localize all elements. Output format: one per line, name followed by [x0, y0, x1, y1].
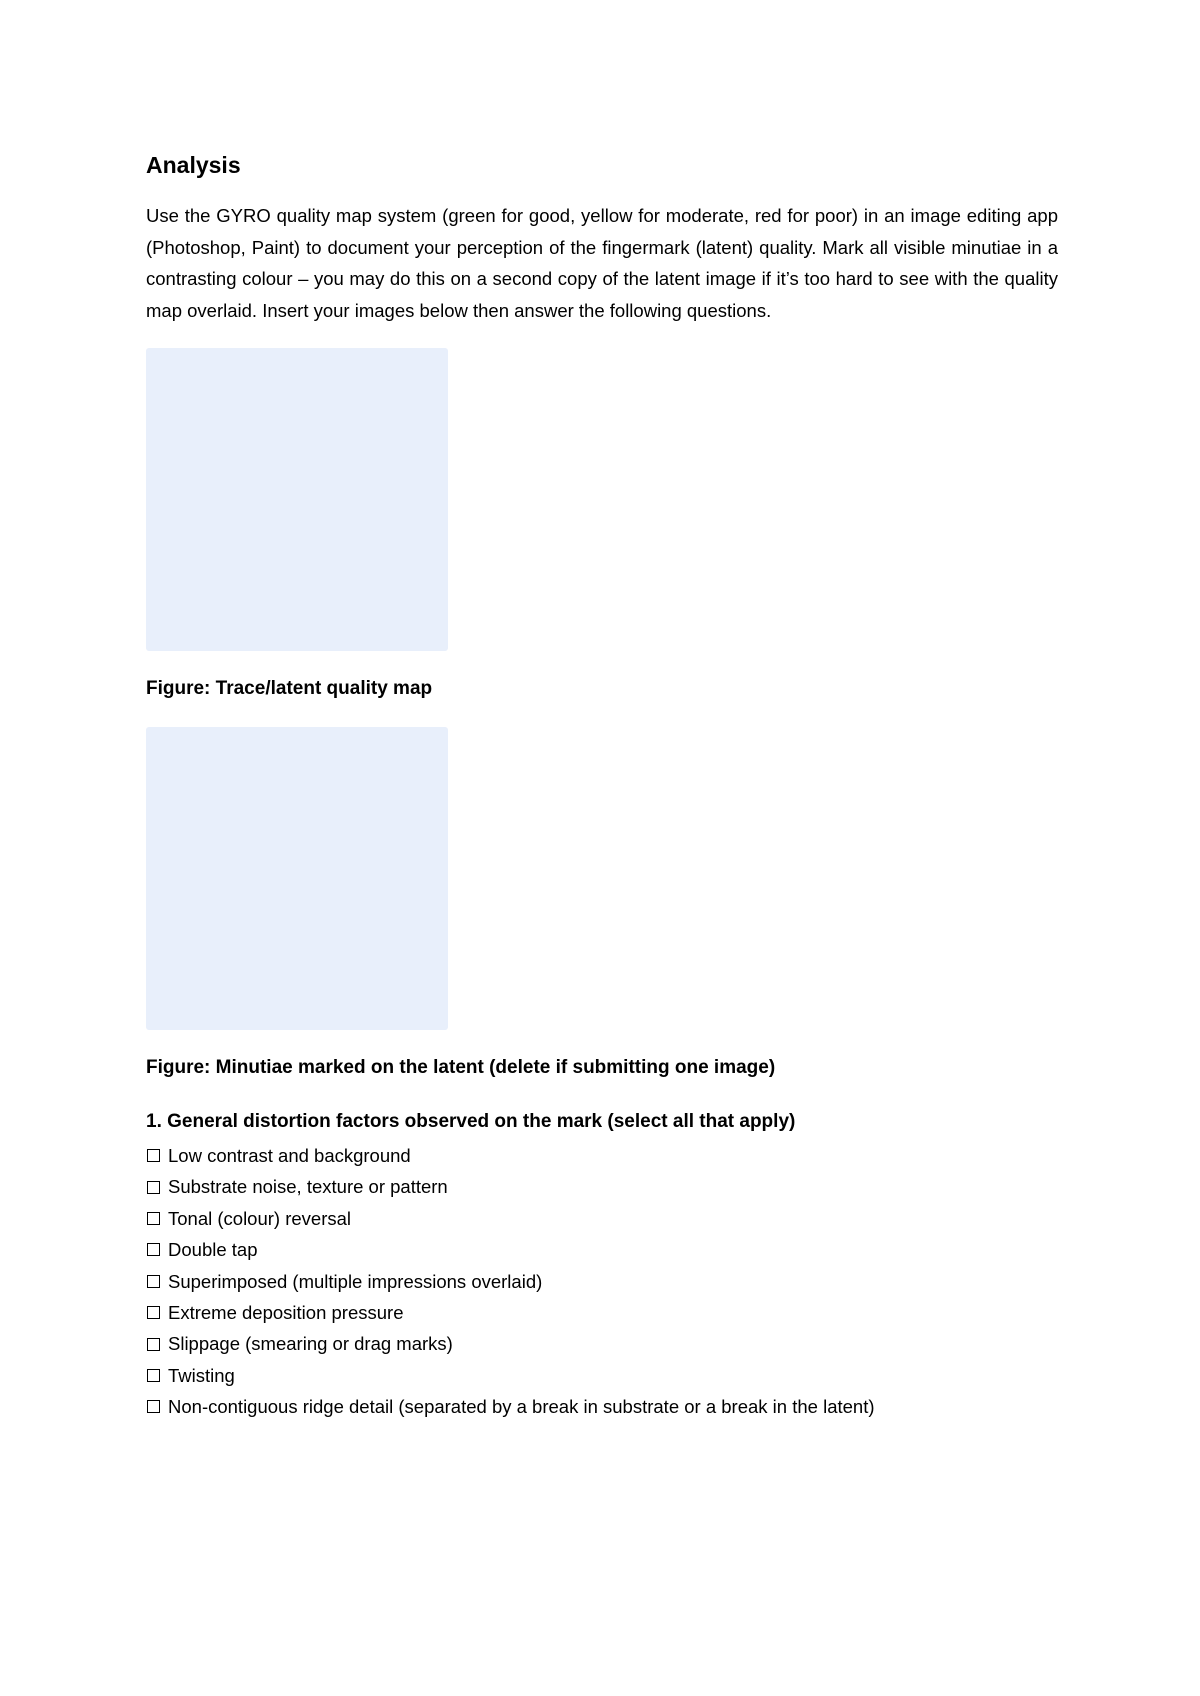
option-label: Double tap: [168, 1239, 258, 1261]
option-superimposed[interactable]: [146, 1266, 1058, 1297]
option-twisting[interactable]: [146, 1360, 1058, 1391]
checkbox-icon[interactable]: [147, 1338, 160, 1351]
checkbox-icon[interactable]: [147, 1181, 160, 1194]
option-substrate-noise[interactable]: [146, 1171, 1058, 1202]
option-low-contrast[interactable]: [146, 1140, 1058, 1171]
figure-caption-minutiae: Figure: Minutiae marked on the latent (delete if submitting one image): [146, 1057, 776, 1078]
option-label: Superimposed (multiple impressions overlaid): [168, 1270, 543, 1292]
quality-map-image-placeholder[interactable]: [146, 348, 448, 651]
checkbox-icon[interactable]: [147, 1400, 160, 1413]
question-title: 1. General distortion factors observed on the mark (select all that apply): [146, 1111, 796, 1132]
option-label: Extreme deposition pressure: [168, 1302, 404, 1324]
checkbox-icon[interactable]: [147, 1212, 160, 1225]
checkbox-icon[interactable]: [147, 1243, 160, 1256]
option-label: Tonal (colour) reversal: [168, 1207, 352, 1229]
figure-caption-quality-map: Figure: Trace/latent quality map: [146, 678, 433, 699]
option-double-tap[interactable]: [146, 1234, 1058, 1265]
document-page: [146, 150, 1058, 1423]
option-tonal-reversal[interactable]: [146, 1203, 1058, 1234]
option-label: Non-contiguous ridge detail (separated by a break in substrate or a break in the latent): [168, 1396, 875, 1418]
section-heading: Analysis: [146, 152, 241, 178]
option-label: Low contrast and background: [168, 1145, 411, 1166]
checkbox-icon[interactable]: [147, 1369, 160, 1382]
instructions-paragraph: Use the GYRO quality map system (green for good, yellow for moderate, red for poor) in an image editing app (Photoshop, Paint) to document your perception of the fingermark (latent) quality. Mark all visible minutiae in a contrasting colour – you may do this on a second copy of the latent image if it’s too hard to see with the quality map overlaid. Insert your images below then answer the following questions.: [146, 205, 1058, 321]
checkbox-icon[interactable]: [147, 1149, 160, 1162]
checkbox-icon[interactable]: [147, 1275, 160, 1288]
option-label: Twisting: [168, 1364, 235, 1386]
option-label: Slippage (smearing or drag marks): [168, 1333, 453, 1355]
option-extreme-pressure[interactable]: [146, 1297, 1058, 1328]
minutiae-image-placeholder[interactable]: [146, 727, 448, 1030]
option-label: Substrate noise, texture or pattern: [168, 1176, 448, 1198]
option-non-contiguous[interactable]: [146, 1391, 1058, 1422]
checkbox-icon[interactable]: [147, 1306, 160, 1319]
distortion-options-list: [146, 1140, 1058, 1423]
option-slippage[interactable]: [146, 1328, 1058, 1359]
